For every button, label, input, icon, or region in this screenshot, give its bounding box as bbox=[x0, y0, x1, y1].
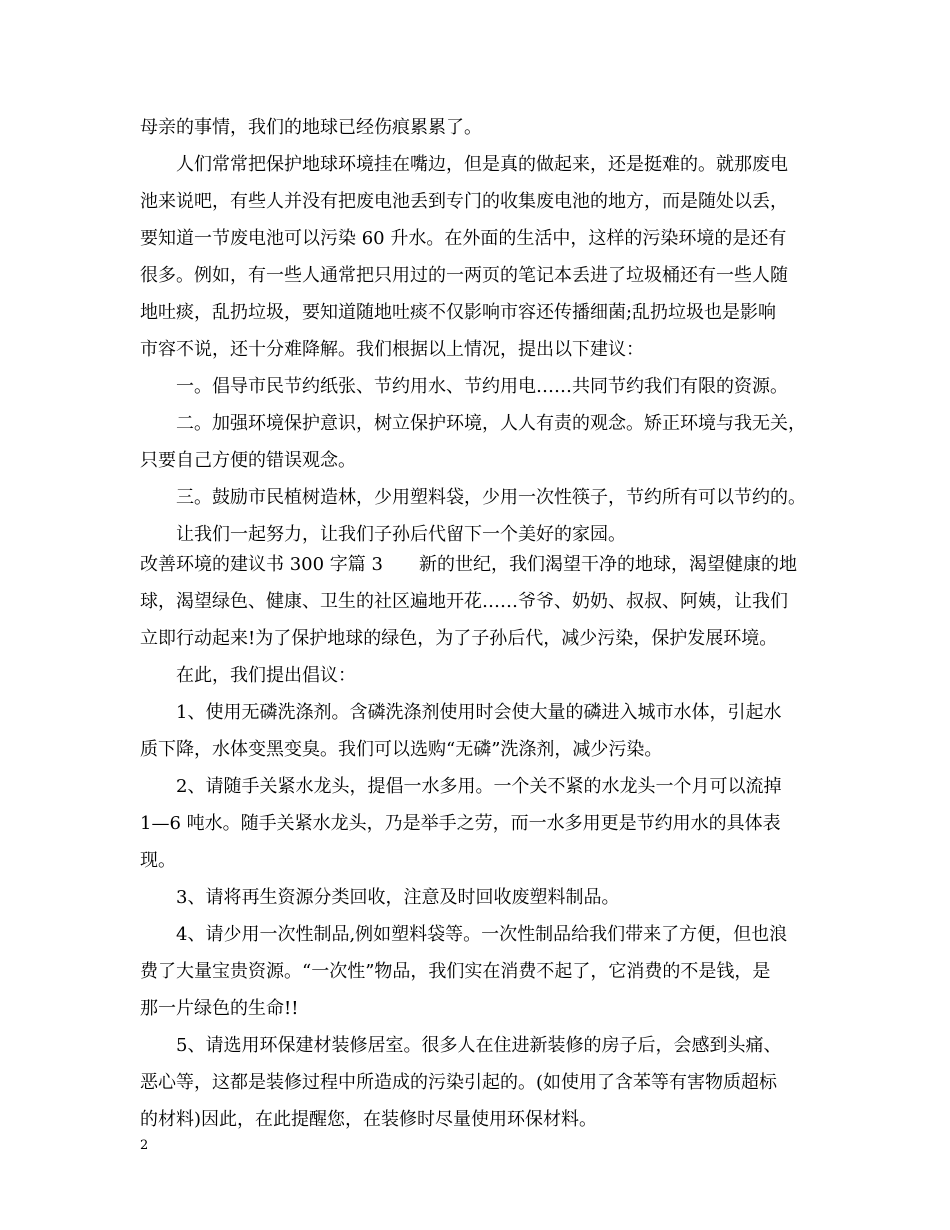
text-line: 二。加强环境保护意识，树立保护环境，人人有责的观念。矫正环境与我无关， bbox=[176, 413, 806, 434]
text-line: 很多。例如，有一些人通常把只用过的一两页的笔记本丢进了垃圾桶还有一些人随 bbox=[140, 265, 788, 286]
text-line: 只要自己方便的错误观念。 bbox=[140, 450, 356, 471]
text-line: 市容不说，还十分难降解。我们根据以上情况，提出以下建议： bbox=[140, 339, 644, 360]
text-line: 三。鼓励市民植树造林，少用塑料袋，少用一次性筷子，节约所有可以节约的。 bbox=[176, 487, 806, 508]
text-line: 地吐痰，乱扔垃圾，要知道随地吐痰不仅影响市容还传播细菌;乱扔垃圾也是影响 bbox=[140, 302, 777, 323]
text-line: 那一片绿色的生命!! bbox=[140, 998, 299, 1019]
text-line: 质下降，水体变黑变臭。我们可以选购“无磷”洗涤剂，减少污染。 bbox=[140, 739, 663, 760]
text-line: 1—6 吨水。随手关紧水龙头，乃是举手之劳，而一水多用更是节约用水的具体表 bbox=[140, 813, 781, 834]
text-line: 1、使用无磷洗涤剂。含磷洗涤剂使用时会使大量的磷进入城市水体，引起水 bbox=[176, 702, 782, 723]
text-line: 人们常常把保护地球环境挂在嘴边，但是真的做起来，还是挺难的。就那废电 bbox=[176, 154, 788, 175]
text-line: 费了大量宝贵资源。“一次性”物品，我们实在消费不起了，它消费的不是钱，是 bbox=[140, 961, 771, 982]
text-line: 池来说吧，有些人并没有把废电池丢到专门的收集废电池的地方，而是随处以丢， bbox=[140, 191, 788, 212]
text-line: 立即行动起来!为了保护地球的绿色，为了子孙后代，减少污染，保护发展环境。 bbox=[140, 628, 778, 649]
text-line: 要知道一节废电池可以污染 60 升水。在外面的生活中，这样的污染环境的是还有 bbox=[140, 228, 787, 249]
section-heading-line: 改善环境的建议书 300 字篇 3 新的世纪，我们渴望干净的地球，渴望健康的地 bbox=[140, 554, 797, 575]
text-line: 现。 bbox=[140, 850, 176, 871]
text-line: 5、请选用环保建材装修居室。很多人在住进新装修的房子后，会感到头痛、 bbox=[176, 1035, 782, 1056]
text-line: 一。倡导市民节约纸张、节约用水、节约用电……共同节约我们有限的资源。 bbox=[176, 376, 788, 397]
text-line: 母亲的事情，我们的地球已经伤痕累累了。 bbox=[140, 117, 482, 138]
text-line: 让我们一起努力，让我们子孙后代留下一个美好的家园。 bbox=[176, 524, 626, 545]
text-line: 2、请随手关紧水龙头，提倡一水多用。一个关不紧的水龙头一个月可以流掉 bbox=[176, 776, 782, 797]
text-line: 球，渴望绿色、健康、卫生的社区遍地开花……爷爷、奶奶、叔叔、阿姨，让我们 bbox=[140, 591, 788, 612]
text-line: 恶心等，这都是装修过程中所造成的污染引起的。(如使用了含苯等有害物质超标 bbox=[140, 1072, 778, 1093]
text-line: 在此，我们提出倡议： bbox=[176, 665, 356, 686]
text-line: 的材料)因此，在此提醒您，在装修时尽量使用环保材料。 bbox=[140, 1109, 598, 1130]
text-line: 4、请少用一次性制品,例如塑料袋等。一次性制品给我们带来了方便，但也浪 bbox=[176, 924, 788, 945]
page-number: 2 bbox=[140, 1138, 149, 1153]
text-line: 3、请将再生资源分类回收，注意及时回收废塑料制品。 bbox=[176, 887, 620, 908]
